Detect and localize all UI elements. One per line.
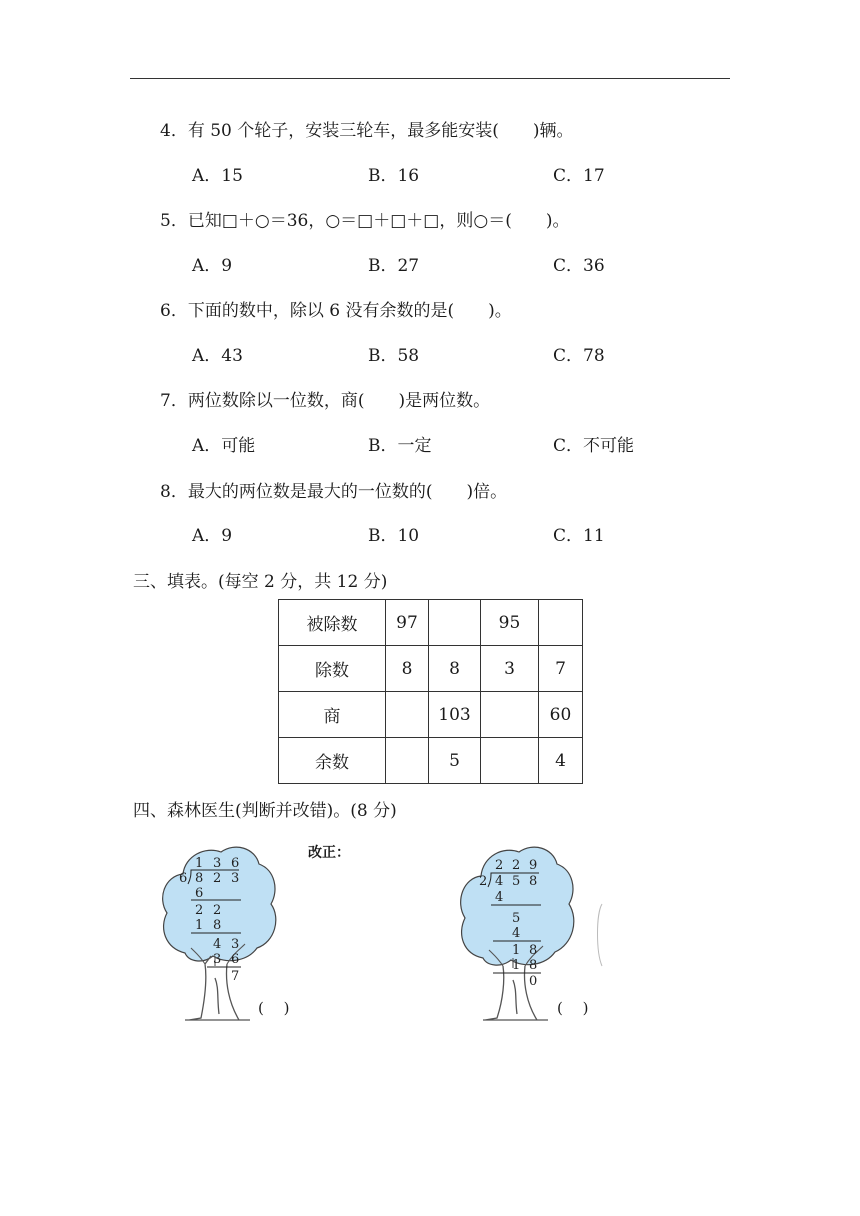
- q6-option-b[interactable]: B．58: [368, 346, 420, 366]
- cropped-tree-edge: [594, 902, 604, 968]
- step-digit: 7: [231, 969, 240, 984]
- divisor: 2: [479, 874, 488, 889]
- q7-option-c[interactable]: C．不可能: [553, 436, 635, 456]
- table-cell: 5: [429, 738, 481, 784]
- table-cell: 8: [386, 646, 429, 692]
- step-digit: 1: [512, 958, 521, 973]
- step-digit: 1: [195, 918, 204, 933]
- step-digit: 3: [213, 952, 222, 967]
- table-row: [279, 646, 583, 692]
- table-row: [279, 600, 583, 646]
- row-header: 余数: [279, 738, 386, 784]
- q8-option-a[interactable]: A．9: [192, 526, 233, 546]
- step-digit: 6: [231, 952, 240, 967]
- q4-option-c[interactable]: C．17: [553, 166, 605, 186]
- row-header: 商: [279, 692, 386, 738]
- quotient-digit: 1: [195, 856, 204, 871]
- quotient-digit: 3: [213, 856, 222, 871]
- q5-option-c[interactable]: C．36: [553, 256, 605, 276]
- step-digit: 3: [231, 937, 240, 952]
- quotient-digit: 9: [529, 858, 538, 873]
- step-digit: 5: [512, 911, 521, 926]
- question-4: 4．有 50 个轮子，安装三轮车，最多能安装( )辆。: [160, 121, 574, 141]
- question-5: 5．已知□＋○＝36，○＝□＋□＋□，则○＝( )。: [160, 211, 570, 231]
- table-cell: 95: [481, 600, 539, 646]
- tree-2-trunk: [483, 966, 548, 1020]
- table-cell: 3: [481, 646, 539, 692]
- dividend-digit: 8: [195, 871, 204, 886]
- table-cell-blank[interactable]: [386, 738, 429, 784]
- step-digit: 4: [512, 926, 521, 941]
- q5-option-b[interactable]: B．27: [368, 256, 420, 276]
- divisor: 6: [179, 871, 188, 886]
- table-cell-blank[interactable]: [481, 692, 539, 738]
- header-rule: [130, 78, 730, 79]
- step-digit: 4: [495, 890, 504, 905]
- table-cell: 103: [429, 692, 481, 738]
- row-header: 被除数: [279, 600, 386, 646]
- step-digit: 4: [213, 937, 222, 952]
- division-table: [278, 599, 583, 784]
- q8-option-c[interactable]: C．11: [553, 526, 605, 546]
- table-cell: 60: [539, 692, 583, 738]
- q7-option-b[interactable]: B．一定: [368, 436, 432, 456]
- dividend-digit: 3: [231, 871, 240, 886]
- table-cell-blank[interactable]: [429, 600, 481, 646]
- step-digit: 2: [195, 903, 204, 918]
- dividend-digit: 8: [529, 874, 538, 889]
- q8-option-b[interactable]: B．10: [368, 526, 420, 546]
- q7-option-a[interactable]: A．可能: [192, 436, 256, 456]
- row-header: 除数: [279, 646, 386, 692]
- dividend-digit: 2: [213, 871, 222, 886]
- table-cell: 4: [539, 738, 583, 784]
- step-digit: 2: [213, 903, 222, 918]
- step-digit: 8: [529, 943, 538, 958]
- q4-option-a[interactable]: A．15: [192, 166, 243, 186]
- table-cell: 8: [429, 646, 481, 692]
- step-digit: 8: [529, 958, 538, 973]
- quotient-digit: 6: [231, 856, 240, 871]
- dividend-digit: 5: [512, 874, 521, 889]
- table-cell-blank[interactable]: [539, 600, 583, 646]
- table-row: [279, 692, 583, 738]
- question-6: 6．下面的数中，除以 6 没有余数的是( )。: [160, 301, 512, 321]
- judge-blank-2[interactable]: ( ): [557, 999, 589, 1017]
- section-4-title: 四、森林医生(判断并改错)。(8 分): [133, 801, 397, 821]
- q6-option-c[interactable]: C．78: [553, 346, 605, 366]
- dividend-digit: 4: [495, 874, 504, 889]
- quotient-digit: 2: [512, 858, 521, 873]
- table-cell-blank[interactable]: [481, 738, 539, 784]
- table-cell: 97: [386, 600, 429, 646]
- judge-blank-1[interactable]: ( ): [258, 999, 290, 1017]
- step-digit: 1: [512, 943, 521, 958]
- q4-option-b[interactable]: B．16: [368, 166, 420, 186]
- correction-label: 改正：: [308, 845, 350, 861]
- step-digit: 6: [195, 886, 204, 901]
- step-digit: 8: [213, 918, 222, 933]
- step-digit: 0: [529, 974, 538, 989]
- q5-option-a[interactable]: A．9: [192, 256, 233, 276]
- section-3-title: 三、填表。(每空 2 分，共 12 分): [133, 572, 388, 592]
- table-cell: 7: [539, 646, 583, 692]
- question-8: 8．最大的两位数是最大的一位数的( )倍。: [160, 482, 508, 502]
- table-cell-blank[interactable]: [386, 692, 429, 738]
- table-row: [279, 738, 583, 784]
- q6-option-a[interactable]: A．43: [192, 346, 243, 366]
- question-7: 7．两位数除以一位数，商( )是两位数。: [160, 391, 491, 411]
- quotient-digit: 2: [495, 858, 504, 873]
